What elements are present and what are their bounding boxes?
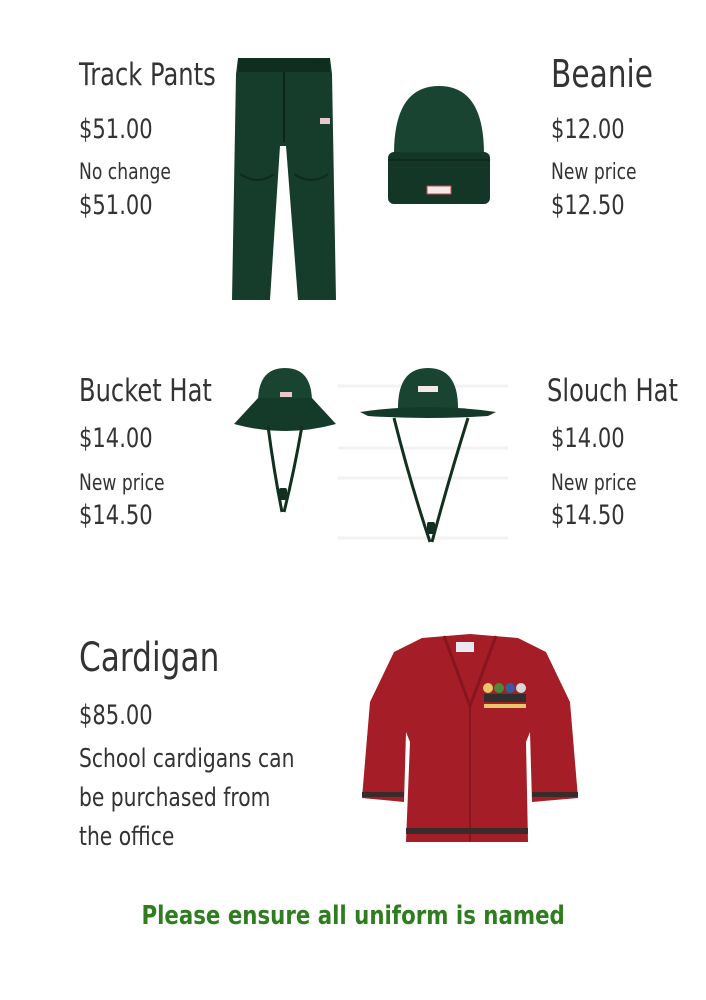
track-pants-note: No change <box>79 160 171 185</box>
cardigan-image <box>360 632 580 844</box>
track-pants-new-price: $51.00 <box>79 190 153 221</box>
bucket-hat-note: New price <box>79 471 165 496</box>
bucket-hat-price: $14.00 <box>79 423 153 454</box>
beanie-new-price: $12.50 <box>551 190 625 221</box>
beanie-price: $12.00 <box>551 114 625 145</box>
track-pants-price: $51.00 <box>79 114 153 145</box>
slouch-hat-name: Slouch Hat <box>547 373 678 409</box>
footer-text: Please ensure all uniform is named <box>141 901 565 931</box>
slouch-hat-image <box>338 362 508 572</box>
bucket-hat-name: Bucket Hat <box>79 373 212 409</box>
cardigan-note: School cardigans can be purchased from the office <box>79 744 295 852</box>
beanie-name: Beanie <box>551 52 653 96</box>
slouch-hat-price: $14.00 <box>551 423 625 454</box>
footer-notice <box>0 898 706 934</box>
track-pants-name: Track Pants <box>79 57 216 93</box>
slouch-hat-note: New price <box>551 471 637 496</box>
bucket-hat-new-price: $14.50 <box>79 500 153 531</box>
cardigan-name: Cardigan <box>79 635 220 681</box>
beanie-image <box>386 82 492 208</box>
cardigan-price: $85.00 <box>79 700 153 731</box>
slouch-hat-new-price: $14.50 <box>551 500 625 531</box>
track-pants-image <box>228 54 340 304</box>
bucket-hat-image <box>232 362 338 518</box>
beanie-note: New price <box>551 160 637 185</box>
